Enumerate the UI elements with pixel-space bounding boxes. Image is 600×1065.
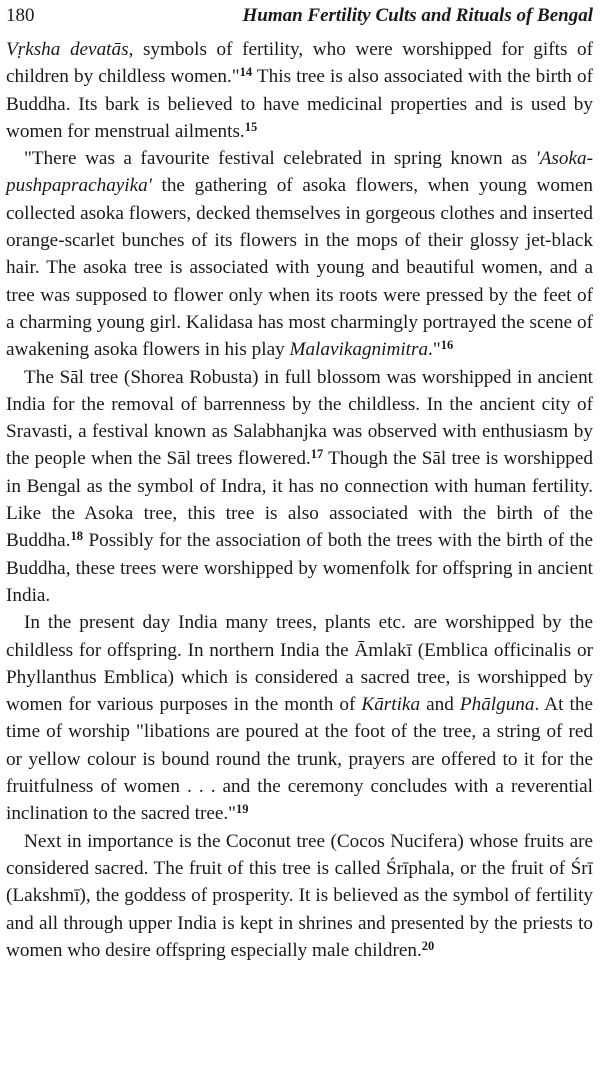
italic-text: Kārtika <box>361 694 421 716</box>
text-run: Possibly for the association of both the trees with the birth of the Buddha, these trees were worshipped by womenfolk for offspring in ancient India. <box>6 530 593 606</box>
text-run: , symbols of fertility, who were worshipped for gifts of children by childless women." <box>6 39 593 88</box>
footnote-marker: 15 <box>244 119 258 134</box>
text-run: the gathering of asoka flowers, when young women collected asoka flowers, decked themselves in gorgeous clothes and inserted orange-scarlet bunches of its flowers in the mops of their glossy jet-black hair. The asoka tree is associated with young and beautiful women, and a tree was supposed to flower only when its roots were pressed by the feet of a charming young girl. Kalidasa has most charmingly portrayed the scene of awakening asoka flowers in his play <box>6 175 593 361</box>
italic-text: Malavikagnimitra <box>289 339 429 361</box>
footnote-marker: 20 <box>421 938 435 953</box>
text-run: ." <box>428 339 441 361</box>
paragraph <box>6 145 593 363</box>
text-run: Though the Sāl tree is worshipped in Bengal as the symbol of Indra, it has no connection with human fertility. Like the Asoka tree, this tree is also associated with the birth of the Buddha. <box>6 448 593 552</box>
text-run: Next in importance is the Coconut tree (Cocos Nucifera) whose fruits are considered sacred. The fruit of this tree is called Śrīphala, or the fruit of Śrī (Lakshmī), the goddess of prosperity. It is believed as the symbol of fertility and all through upper India is kept in shrines and presented by the priests to women who desire offspring especially male children. <box>6 830 593 961</box>
body-text <box>6 36 593 964</box>
text-run: "There was a favourite festival celebrated in spring known as <box>24 148 536 170</box>
text-run: . At the time of worship "libations are poured at the foot of the tree, a string of red or yellow colour is bound round the trunk, prayers are offered to it for the fruitfulness of women . . . and the ceremony concludes with a reverential inclination to the sacred tree." <box>6 694 593 825</box>
footnote-marker: 14 <box>239 65 253 80</box>
paragraph <box>6 828 593 964</box>
text-run: This tree is also associated with the birth of Buddha. Its bark is believed to have medicinal properties and is used by women for menstrual ailments. <box>6 66 593 142</box>
text-run: and <box>420 694 460 716</box>
text-run: The Sāl tree (Shorea Robusta) in full blossom was worshipped in ancient India for the removal of barrenness by the childless. In the ancient city of Sravasti, a festival known as Salabhanjka was observed with enthusiasm by the people when the Sāl trees flowered. <box>6 366 593 470</box>
page-header <box>6 0 593 36</box>
footnote-marker: 19 <box>236 802 249 817</box>
paragraph <box>6 609 593 827</box>
footnote-marker: 18 <box>70 529 83 544</box>
page-number: 180 <box>6 5 35 26</box>
text-run: In the present day India many trees, plants etc. are worshipped by the childless for offspring. In northern India the Āmlakī (Emblica officinalis or Phyllanthus Emblica) which is considered a sacred tree, is worshipped by women for various purposes in the month of <box>6 612 593 716</box>
paragraph <box>6 36 593 145</box>
running-title: Human Fertility Cults and Rituals of Bengal <box>242 5 593 26</box>
footnote-marker: 16 <box>440 338 454 353</box>
italic-text: Vṛksha devatās <box>6 39 129 60</box>
italic-text: 'Asoka-pushpaprachayika' <box>6 148 593 197</box>
paragraph <box>6 364 593 610</box>
footnote-marker: 17 <box>310 447 324 462</box>
italic-text: Phālguna <box>459 694 535 716</box>
